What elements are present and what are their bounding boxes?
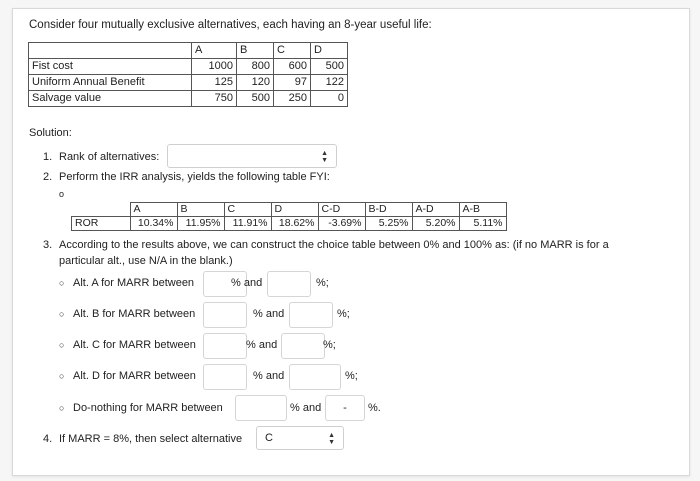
ror-col-header: A xyxy=(130,203,177,217)
do-nothing-lower-input[interactable] xyxy=(235,395,287,421)
alt-d-and-text: % and xyxy=(253,370,285,382)
alt-a-upper-input[interactable] xyxy=(267,271,311,297)
alt-d-end-text: %; xyxy=(345,370,358,382)
ror-table xyxy=(71,202,507,231)
ror-cell: 11.91% xyxy=(224,217,271,231)
q2-number: 2. xyxy=(43,171,53,183)
q3-text-line1: According to the results above, we can construct the choice table between 0% and 100% as: (if no MARR is for a xyxy=(59,239,609,251)
do-nothing-end-text: %. xyxy=(368,402,381,414)
alt-d-lower-input[interactable] xyxy=(203,364,247,390)
select-arrows-icon: ▲ ▼ xyxy=(321,150,328,164)
intro-text: Consider four mutually exclusive alternatives, each having an 8-year useful life: xyxy=(29,19,432,31)
ror-col-header: D xyxy=(271,203,318,217)
row-label: Salvage value xyxy=(29,91,192,107)
alt-c-and-text: % and xyxy=(246,339,278,351)
ror-col-header: B xyxy=(177,203,224,217)
select-arrows-icon: ▲ ▼ xyxy=(328,432,335,446)
q3-number: 3. xyxy=(43,239,53,251)
col-header-d: D xyxy=(311,43,348,59)
alt-d-upper-input[interactable] xyxy=(289,364,341,390)
q3-text-line2: particular alt., use N/A in the blank.) xyxy=(59,255,233,267)
ror-cell: 5.25% xyxy=(365,217,412,231)
cost-table-corner xyxy=(29,43,192,59)
alt-c-end-text: %; xyxy=(323,339,336,351)
row-label: Uniform Annual Benefit xyxy=(29,75,192,91)
do-nothing-and-text: % and xyxy=(290,402,322,414)
bullet-icon: ○ xyxy=(59,371,65,381)
col-header-b: B xyxy=(237,43,274,59)
cell: 500 xyxy=(311,59,348,75)
ror-corner xyxy=(72,203,131,217)
rank-select[interactable] xyxy=(167,144,337,168)
alt-b-end-text: %; xyxy=(337,308,350,320)
bullet-icon: ○ xyxy=(59,340,65,350)
table-row xyxy=(29,91,348,107)
alt-a-and-text: % and xyxy=(231,277,263,289)
q2-text: Perform the IRR analysis, yields the following table FYI: xyxy=(59,171,330,183)
alt-b-upper-input[interactable] xyxy=(289,302,333,328)
solution-label: Solution: xyxy=(29,127,72,139)
q4-number: 4. xyxy=(43,433,53,445)
bullet-icon: ○ xyxy=(59,278,65,288)
col-header-c: C xyxy=(274,43,311,59)
cell: 122 xyxy=(311,75,348,91)
alt-b-and-text: % and xyxy=(253,308,285,320)
ror-col-header: C-D xyxy=(318,203,365,217)
alt-a-end-text: %; xyxy=(316,277,329,289)
alt-c-label: Alt. C for MARR between xyxy=(73,339,196,351)
alt-a-label: Alt. A for MARR between xyxy=(73,277,195,289)
row-label: Fist cost xyxy=(29,59,192,75)
ror-cell: 18.62% xyxy=(271,217,318,231)
q4-text: If MARR = 8%, then select alternative xyxy=(59,433,243,445)
ror-row-label: ROR xyxy=(72,217,131,231)
ror-col-header: B-D xyxy=(365,203,412,217)
cell: 500 xyxy=(237,91,274,107)
ror-cell: 5.11% xyxy=(459,217,506,231)
question-card xyxy=(12,8,690,476)
table-row xyxy=(29,75,348,91)
cell: 120 xyxy=(237,75,274,91)
ror-value-row xyxy=(72,217,507,231)
alt-b-lower-input[interactable] xyxy=(203,302,247,328)
ror-col-header: A-D xyxy=(412,203,459,217)
do-nothing-label: Do-nothing for MARR between xyxy=(73,402,223,414)
q1-number: 1. xyxy=(43,151,53,163)
cell: 97 xyxy=(274,75,311,91)
ror-cell: 10.34% xyxy=(130,217,177,231)
ror-cell: 11.95% xyxy=(177,217,224,231)
cell: 750 xyxy=(192,91,237,107)
cell: 1000 xyxy=(192,59,237,75)
ror-cell: 5.20% xyxy=(412,217,459,231)
cost-table xyxy=(28,42,348,107)
cell: 250 xyxy=(274,91,311,107)
do-nothing-upper-input[interactable]: - xyxy=(325,395,365,421)
cell: 125 xyxy=(192,75,237,91)
alt-d-label: Alt. D for MARR between xyxy=(73,370,196,382)
table-row xyxy=(29,59,348,75)
cost-table-header-row xyxy=(29,43,348,59)
alt-c-upper-input[interactable] xyxy=(281,333,325,359)
ror-col-header: A-B xyxy=(459,203,506,217)
ror-header-row xyxy=(72,203,507,217)
q2-bullet: o xyxy=(59,189,65,199)
q1-text: Rank of alternatives: xyxy=(59,151,160,163)
cell: 0 xyxy=(311,91,348,107)
cell: 800 xyxy=(237,59,274,75)
cell: 600 xyxy=(274,59,311,75)
bullet-icon: ○ xyxy=(59,403,65,413)
ror-cell: -3.69% xyxy=(318,217,365,231)
alternative-select[interactable] xyxy=(256,426,344,450)
col-header-a: A xyxy=(192,43,237,59)
ror-col-header: C xyxy=(224,203,271,217)
alt-c-lower-input[interactable] xyxy=(203,333,247,359)
alternative-select-value: C xyxy=(265,432,273,444)
alt-b-label: Alt. B for MARR between xyxy=(73,308,196,320)
bullet-icon: ○ xyxy=(59,309,65,319)
